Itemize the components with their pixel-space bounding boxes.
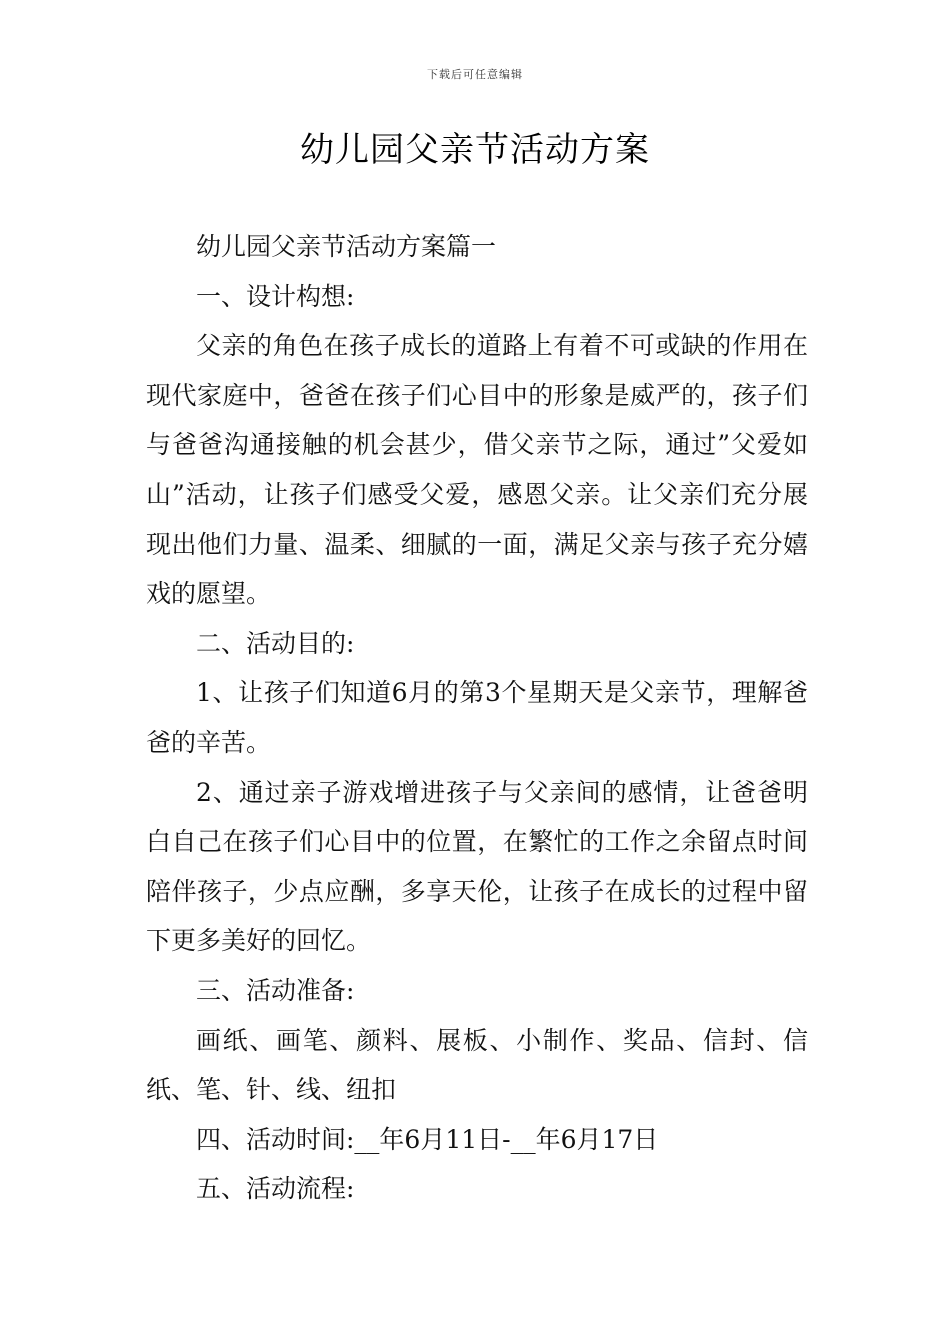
section-heading-goals: 二、活动目的: [196, 628, 355, 658]
paragraph-materials: 画纸、画笔、颜料、展板、小制作、奖品、信封、信纸、笔、针、线、纽扣 [146, 1025, 808, 1105]
section-heading-preparation: 三、活动准备: [196, 975, 355, 1005]
paragraph-goal-1: 1、让孩子们知道6月的第3个星期天是父亲节，理解爸爸的辛苦。 [146, 678, 808, 757]
document-title: 幼儿园父亲节活动方案 [300, 130, 650, 170]
section-heading-design: 一、设计构想: [196, 281, 355, 311]
document-body [146, 222, 808, 1214]
paragraph-goal-2: 2、通过亲子游戏增进孩子与父亲间的感情，让爸爸明白自己在孩子们心目中的位置，在繁忙的工作之余留点时间陪伴孩子，少点应酬，多享天伦，让孩子在成长的过程中留下更多美好的回忆。 [146, 777, 808, 956]
paragraph-design-concept: 父亲的角色在孩子成长的道路上有着不可或缺的作用在现代家庭中，爸爸在孩子们心目中的形象是威严的，孩子们与爸爸沟通接触的机会甚少，借父亲节之际，通过”父爱如山”活动，让孩子们感受父爱，感恩父亲。让父亲们充分展现出他们力量、温柔、细腻的一面，满足父亲与孩子充分嬉戏的愿望。 [146, 331, 808, 609]
header-note: 下载后可任意编辑 [427, 68, 523, 81]
section-heading-process: 五、活动流程: [196, 1174, 355, 1204]
paragraph-activity-time: 四、活动时间:__年6月11日-__年6月17日 [196, 1124, 659, 1154]
section-heading-plan-one: 幼儿园父亲节活动方案篇一 [196, 232, 497, 261]
